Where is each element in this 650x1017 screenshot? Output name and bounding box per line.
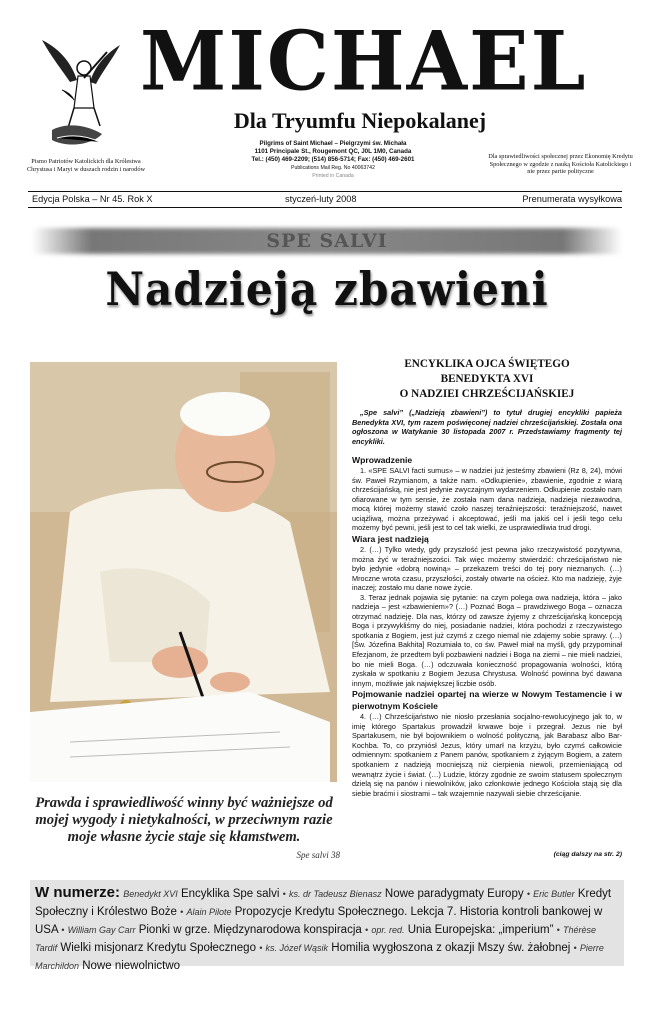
article-title-line3: O NADZIEI CHRZEŚCIJAŃSKIEJ: [399, 388, 575, 400]
top-rule: [28, 191, 622, 192]
subscription-label: Prenumerata wysyłkowa: [522, 194, 622, 204]
quote-source: Spe salvi 38: [296, 850, 340, 860]
toc-title: Nowe niewolnictwo: [82, 960, 181, 972]
publisher-reg: Publications Mail Reg. No 40063742: [291, 165, 375, 171]
toc-title: Propozycje Kredytu Społecznego. Lekcja 7. Historia kontroli bankowej w USA: [35, 906, 603, 936]
continued-note: (ciąg dalszy na str. 2): [553, 851, 622, 858]
article-title-line2: BENEDYKTA XVI: [440, 373, 534, 385]
bottom-rule: [28, 207, 622, 208]
edition-date: styczeń-luty 2008: [285, 194, 357, 204]
paragraph-2: 2. (…) Tylko wtedy, gdy przyszłość jest pewna jako rzeczywistość pozytywna, można żyć w teraźniejszości. Tak więc możemy stwierdzić: chrześcijaństwo nie było jedynie «dobrą nowiną» – przekazem treści do tej pory nieznanych. (…) Mroczne wrota czasu, przyszłości, zostały otwarte na oścież. Kto ma nadzieję, żyje inaczej; zostało mu dane nowe życie.: [352, 545, 622, 593]
edition-number: Edycja Polska – Nr 45. Rok X: [32, 194, 153, 204]
table-of-contents: W numerze: Benedykt XVI Encyklika Spe salvi • ks. dr Tadeusz Bienasz Nowe paradygmaty Europy • Eric Butler Kredyt Społeczny i Królestwo Boże • Alain Pilote Propozycje Kredytu Społecznego. Lekcja 7. Historia kontroli bankowej w USA • William Gay Carr Pionki w grze. Międzynarodowa konspiracja • opr. red. Unia Europejska: „imperium” • Thérèse Tardif Wielki misjonarz Kredytu Społecznego • ks. Józef Wąsik Homilia wygłoszona z okazji Mszy św. żałobnej • Pierre Marchildon Nowe niewolnictwo: [35, 884, 612, 972]
right-motto: Dla sprawiedliwości społecznej przez Ekonomię Kredytu Społecznego w zgodzie z nauką Kościoła Katolickiego i nie przez partie polityczne: [488, 153, 633, 176]
section-heading-intro: Wprowadzenie: [352, 455, 413, 466]
publisher-info: [218, 140, 448, 180]
article-title-line1: ENCYKLIKA OJCA ŚWIĘTEGO: [404, 358, 570, 370]
toc-title: Homilia wygłoszona z okazji Mszy św. żałobnej: [331, 942, 571, 954]
headline: Nadzieją zbawieni: [105, 262, 549, 316]
contents-heading: W numerze:: [35, 884, 121, 901]
toc-title: Encyklika Spe salvi: [180, 888, 280, 900]
toc-author: ks. dr Tadeusz Bienasz: [288, 889, 382, 899]
publisher-address: 1101 Principale St., Rougemont QC, J0L 1M0, Canada: [254, 148, 412, 155]
kicker: SPE SALVI: [266, 230, 388, 252]
pope-writing-photo: [30, 362, 337, 782]
section-heading-faith: Wiara jest nadzieją: [352, 534, 429, 545]
masthead-subtitle: Dla Tryumfu Niepokalanej: [233, 108, 487, 133]
toc-author: William Gay Carr: [67, 925, 136, 935]
publisher-printed: Printed in Canada: [312, 173, 354, 179]
toc-title: Nowe paradygmaty Europy: [384, 888, 524, 900]
toc-author: opr. red.: [371, 925, 405, 935]
toc-author: Benedykt XVI: [123, 889, 178, 899]
article-title: [352, 357, 622, 402]
toc-author: Eric Butler: [533, 889, 575, 899]
toc-author: Thérèse Tardif: [35, 925, 597, 953]
left-motto: Pismo Patriotów Katolickich dla Królestwa Chrystusa i Maryi w duszach rodzin i narodów: [26, 158, 146, 173]
publisher-phone: Tel.: (450) 469-2209; (514) 856-5714; Fax: (450) 469-2601: [251, 156, 415, 163]
pull-quote: Prawda i sprawiedliwość winny być ważniejsze od mojej wygody i nietykalności, w przeciwnym razie moje własne życie staje się kłamstwem.: [35, 795, 333, 845]
masthead-title: MICHAEL: [140, 13, 588, 110]
paragraph-4: 4. (…) Chrześcijaństwo nie niosło przesłania socjalno-rewolucyjnego jak to, w imię którego Spartakus prowadził krwawe boje i przegrał. Jezus nie był Spartakusem, nie był bojownikiem o wolność polityczną, jak Barabasz albo Bar-Kochba. To, co przyniósł Jezus, który umarł na krzyżu, było czymś całkowicie odmiennym: spotkaniem z Panem panów, spotkaniem z żyjącym Bogiem, a zatem spotkaniem z nadzieją mocniejszą niż cierpienia niewoli, przemieniającą od wewnątrz życie i świat. (…) Ludzie, którzy zgodnie ze swoim statusem społecznym dzielą się na panów i niewolników, jako członkowie jednego Kościoła stają się dla siebie braćmi i siostrami – tak wzajemnie nazywali siebie chrześcijanie.: [352, 712, 622, 798]
article-body: [352, 408, 622, 798]
toc-title: Pionki w grze. Międzynarodowa konspiracja: [138, 924, 362, 936]
toc-author: Alain Pilote: [186, 907, 232, 917]
publisher-name: Pilgrims of Saint Michael – Pielgrzymi św. Michała: [259, 140, 407, 147]
section-heading-nt: Pojmowanie nadziei opartej na wierze w Nowym Testamencie i w pierwotnym Kościele: [352, 689, 622, 712]
toc-author: ks. Józef Wąsik: [265, 943, 329, 953]
toc-title: Wielki misjonarz Kredytu Społecznego: [60, 942, 256, 954]
paragraph-3: 3. Teraz jednak pojawia się pytanie: na czym polega owa nadzieja, która – jako nadzieja – jest «zbawieniem»? (…) Poznać Boga – prawdziwego Boga – oznacza otrzymać nadzieję. Dla nas, którzy od zawsze żyjemy z chrześcijańską koncepcją Boga i przywykliśmy do niej, posiadanie nadziei, która pochodzi z rzeczywistego spotkania z Bogiem, jest już czymś z czego niemal nie zdajemy sobie sprawy. (…) [Św. Józefina Bakhita] Rozumiała to, co św. Paweł miał na myśli, gdy przypominał Efezjanom, że przedtem byli pozbawieni nadziei i Boga na ziemi – nie mieli nadziei, bo nie mieli Boga. (…) odczuwała konieczność propagowania wolności, którą zyskała w spotkaniu z Bogiem Jezusa Chrystusa. Wolność powinna być dawana innym, możliwie jak największej liczbie osób.: [352, 592, 622, 688]
saint-michael-illustration: [32, 30, 132, 155]
article-lead: „Spe salvi” („Nadzieją zbawieni”) to tytuł drugiej encykliki papieża Benedykta XVI, tym razem poświęconej nadziei chrześcijańskiej. Została ona ogłoszona w Watykanie 30 listopada 2007 r. Przedstawiamy fragmenty tej encykliki.: [352, 408, 622, 446]
paragraph-1: 1. «SPE SALVI facti sumus» – w nadziei już jesteśmy zbawieni (Rz 8, 24), mówi św. Paweł Rzymianom, a także nam. «Odkupienie», zbawienie, zgodnie z wiarą chrześcijańską, nie jest jedynie zwyczajnym wydarzeniem. Odkupienie zostało nam ofiarowane w tym sensie, że została nam dana nadzieja, nadzieja niezawodna, mocą której możemy stawić czoło naszej teraźniejszości: teraźniejszość, nawet uciążliwą, można przeżywać i akceptować, jeśli ma jakiś cel i jeśli tego celu możemy być pewni, jeśli jest to cel tak wielki, że usprawiedliwia trud drogi.: [352, 466, 622, 533]
toc-author: Pierre Marchildon: [35, 943, 604, 971]
toc-title: Kredyt Społeczny i Królestwo Boże: [35, 888, 612, 918]
toc-title: Unia Europejska: „imperium”: [407, 924, 554, 936]
